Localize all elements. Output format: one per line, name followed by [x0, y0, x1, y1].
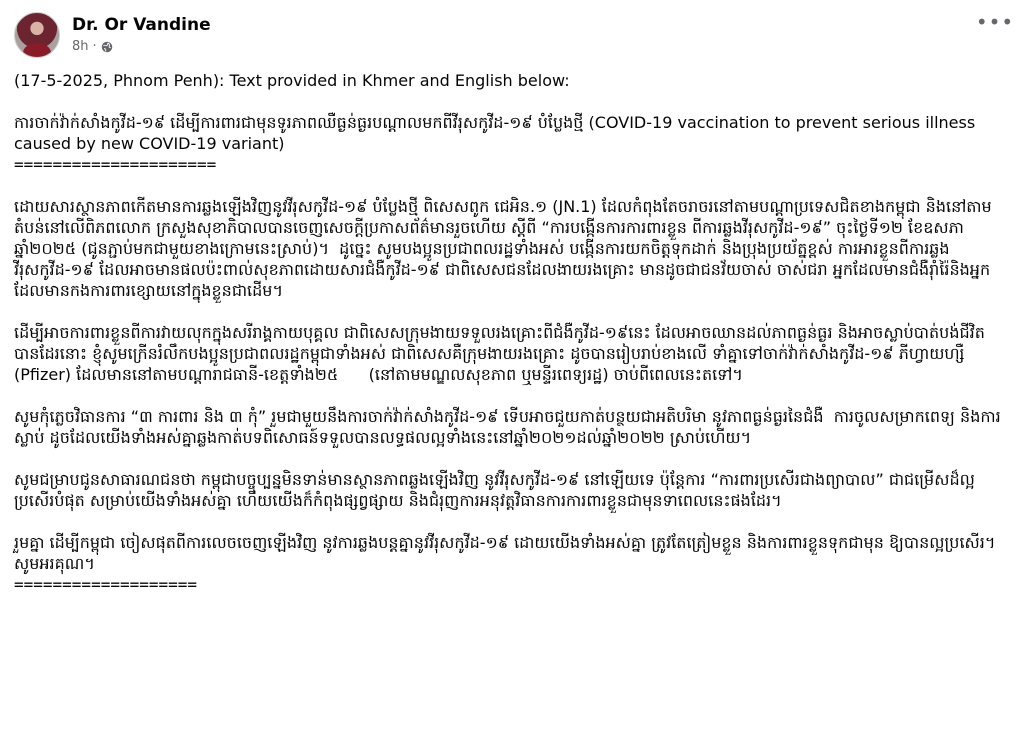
paragraph-4: សូមជម្រាបជូនសាធារណជនថា កម្ពុជាបច្ចុប្បន្នមិនទាន់មានស្ថានភាពឆ្លងឡើងវិញ នូវវីរុសកូវីដ-១៩ នៅឡើយទេ ប៉ុន្តែការ “ការពារប្រសើរជាងព្យាបាល” ជាជម្រើសដ៏ល្អប្រសើរបំផុត សម្រាប់យើងទាំងអស់គ្នា ហើយយើងក៏កំពុងផ្សព្វផ្សាយ និងជំរុញការអនុវត្តវិធានការការពារខ្លួនជាមុនទាពេលនេះផងដែរ។ [14, 470, 975, 510]
separator-line: ===================== [14, 155, 217, 174]
avatar-figure [23, 43, 51, 58]
avatar[interactable] [14, 12, 60, 58]
paragraph-2: ដើម្បីអាចការពារខ្លួនពីការវាយលុកក្នុងសរីរាង្គកាយបុគ្គល ជាពិសេសក្រុមងាយទទួលរងគ្រោះពីជំងឺកូវីដ-១៩នេះ ដែលអាចឈានដល់ភាពធ្ងន់ធ្ងរ និងអាចស្លាប់បាត់បង់ជីវិតបានដែរនោះ ខ្ញុំសូមក្រើនរំលឹកបងប្អូនប្រជាពលរដ្ឋកម្ពុជាទាំងអស់ ជាពិសេសគឺក្រុមងាយរងគ្រោះ ដូចបានរៀបរាប់ខាងលើ ទាំគ្នាទៅចាក់វ៉ាក់សាំងកូវីដ-១៩ ភីហ្វាយហ្សឺ (Pfizer) ដែលមាននៅតាមបណ្ដារាជធានី-ខេត្តទាំង២៥ (នៅតាមមណ្ឌលសុខភាព ឬមន្ទីរពេទ្យរដ្ឋ) ចាប់ពីពេលនេះតទៅ។ [14, 323, 985, 384]
post-time[interactable]: 8h [72, 39, 89, 54]
post-header [14, 12, 211, 58]
post-meta [72, 14, 211, 56]
author-name[interactable]: Dr. Or Vandine [72, 15, 211, 35]
more-options-button[interactable] [975, 10, 1015, 34]
post-body [14, 70, 1010, 595]
more-horizontal-icon: ••• [975, 10, 1015, 34]
post-intro: (17-5-2025, Phnom Penh): Text provided in Khmer and English below: [14, 71, 570, 90]
post-subline [72, 38, 211, 56]
paragraph-3: សូមកុំភ្លេចវិធានការ “៣ ការពារ និង ៣ កុំ” រួមជាមួយនឹងការចាក់វ៉ាក់សាំងកូវីដ-១៩ ទើបអាចជួយកាត់បន្ថយជាអតិបរិមា នូវភាពធ្ងន់ធ្ងរនៃជំងឺ ការចូលសម្រាកពេទ្យ និងការស្លាប់ ដូចដែលយើងទាំងអស់គ្នាឆ្លងកាត់បទពិសោធន៍ទទួលបានលទ្ធផលល្អទាំងនេះនៅឆ្នាំ២០២១ដល់ឆ្នាំ២០២២ ស្រាប់ហើយ។ [14, 407, 1001, 447]
paragraph-1: ដោយសារស្ថានភាពកើតមានការឆ្លងឡើងវិញនូវវីរុសកូវីដ-១៩ បំប្លែងថ្មី ពិសេសពូក ជេអិន.១ (JN.1) ដែលកំពុងតែចរាចរនៅតាមបណ្ដាប្រទេសជិតខាងកម្ពុជា និងនៅតាមតំបន់នៅលើពិភពលោក ក្រសួងសុខាភិបាលបានចេញសេចក្ដីប្រកាសព័ត៌មានរួចហើយ ស្ដីពី “ការបង្កើនការការពារខ្លួន ពីការឆ្លងវីរុសកូវីដ-១៩” ចុះថ្ងៃទី១២ ខែឧសភា ឆ្នាំ២០២៥ (ជូនភ្ជាប់មកជាមួយខាងក្រោមនេះស្រាប់)។ ដូច្នេះ សូមបងប្អូនប្រជាពលរដ្ឋទាំងអស់ បង្កើនការយកចិត្តទុកដាក់ និងប្រុងប្រយ័ត្នខ្ពស់ ការអារខ្លួនពីការឆ្លងវីរុសកូវីដ-១៩ ដែលអាចមានផលប៉ះពាល់សុខភាពដោយសារជំងឺកូវីដ-១៩ ជាពិសេសជនដែលងាយរងគ្រោះ មានដូចជាជនវ័យចាស់ ចាស់ជរា អ្នកដែលមានជំងឺរ៉ាំរ៉ៃនិងអ្នកដែលមានកងការពារខ្សោយនៅក្នុងខ្លួនជាដើម។ [14, 197, 992, 300]
separator-line-bottom: =================== [14, 575, 198, 594]
separator-dot: · [92, 39, 97, 54]
post-title: ការចាក់វ៉ាក់សាំងកូវីដ-១៩ ដើម្បីការពារជាមុនទូរភាពឈឺធ្ងន់ធ្ងរបណ្ដាលមកពីវីរុសកូវីដ-១៩ បំប្លែងថ្មី (COVID-19 vaccination to prevent serious illness caused by new COVID-19 variant) [14, 113, 981, 153]
paragraph-5: រួមគ្នា ដើម្បីកម្ពុជា ចៀសផុតពីការលេចចេញឡើងវិញ នូវការឆ្លងបន្តគ្នានូវវីរុសកូវីដ-១៩ ដោយយើងទាំងអស់គ្នា ត្រូវតែត្រៀមខ្លួន និងការពារខ្លួនទុកជាមុន ឱ្យបានល្អប្រសើរ។ សូមអរគុណ។ [14, 533, 1001, 573]
globe-icon[interactable] [101, 41, 113, 53]
